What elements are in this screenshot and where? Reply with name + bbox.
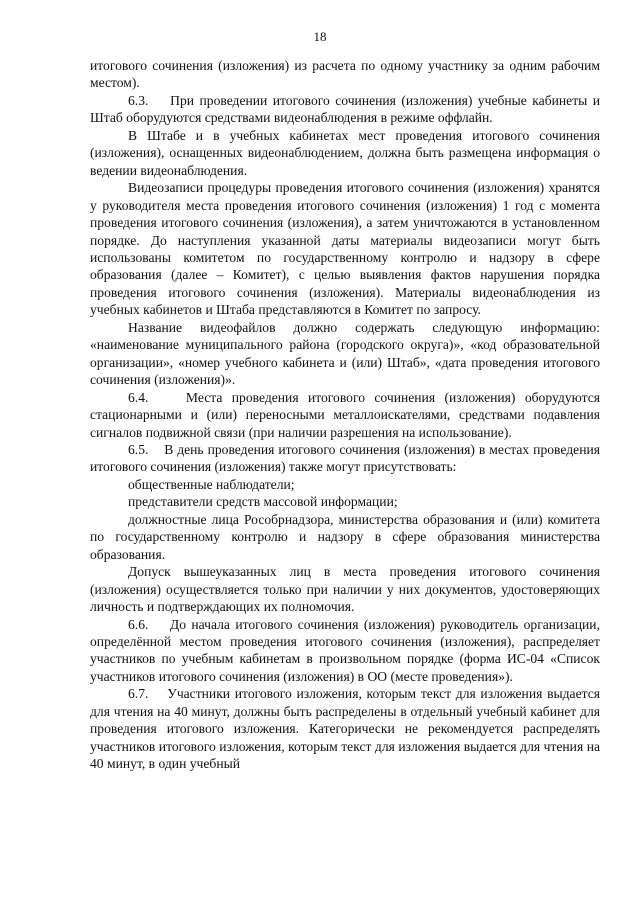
list-item-media: представители средств массовой информации;	[128, 494, 398, 510]
paragraph-signage: В Штабе и в учебных кабинетах мест проведения итогового сочинения (изложения), оснащенных видеонаблюдением, должна быть размещена информация о ведении видеонаблюдения.	[90, 127, 600, 178]
list-item-observers: общественные наблюдатели;	[128, 476, 295, 492]
page-number: 18	[313, 29, 327, 44]
paragraph-6-6: 6.6. До начала итогового сочинения (изложения) руководитель организации, определённой местом проведения итогового сочинения (изложения), распределяет участников по учебным кабинетам в произвольном порядке (форма ИС-04 «Список участников итогового сочинения (изложения) в ОО (месте проведения»).	[90, 616, 600, 684]
paragraph-6-3: 6.3. При проведении итогового сочинения (изложения) учебные кабинеты и Штаб оборудуются средствами видеонаблюдения в режиме оффлайн.	[90, 92, 600, 126]
paragraph-6-4: 6.4. Места проведения итогового сочинения (изложения) оборудуются стационарными и (или) переносными металлоискателями, средствами подавления сигналов подвижной связи (при наличии разрешения на использование).	[90, 389, 600, 440]
paragraph-continuation: итогового сочинения (изложения) из расчета по одному участнику за одним рабочим местом).	[90, 58, 600, 91]
paragraph-6-7: 6.7. Участники итогового изложения, которым текст для изложения выдается для чтения на 40 минут, должны быть распределены в отдельный учебный кабинет для проведения итогового изложения. Категорически не рекомендуется распределять участников итогового изложения, которым текст для изложения выдается для чтения на 40 минут, в один учебный	[90, 686, 600, 772]
paragraph-video-storage: Видеозаписи процедуры проведения итогового сочинения (изложения) хранятся у руководителя места проведения итогового сочинения (изложения) 1 год с момента проведения итогового сочинения (изложения), а затем уничтожаются в установленном порядке. До наступления указанной даты материалы видеозаписи могут быть использованы комитетом по государственному контролю и надзору в сфере образования (далее – Комитет), с целью выявления фактов нарушения порядка проведения итогового сочинения (изложения). Материалы видеонаблюдения из учебных кабинетов и Штаба представляются в Комитет по запросу.	[90, 180, 600, 318]
list-item-officials: должностные лица Рособрнадзора, министерства образования и (или) комитета по государственному контролю и надзору в сфере образования министерства образования.	[90, 511, 600, 562]
paragraph-admission: Допуск вышеуказанных лиц в места проведения итогового сочинения (изложения) осуществляется только при наличии у них документов, удостоверяющих личность и подтверждающих их полномочия.	[90, 564, 600, 615]
paragraph-6-5: 6.5. В день проведения итогового сочинения (изложения) в местах проведения итогового сочинения (изложения) также могут присутствовать:	[90, 441, 600, 475]
document-body	[90, 57, 600, 773]
paragraph-video-filenames: Название видеофайлов должно содержать следующую информацию: «наименование муниципального района (городского округа)», «код образовательной организации», «номер учебного кабинета и (или) Штаб», «дата проведения итогового сочинения (изложения)».	[90, 319, 600, 388]
